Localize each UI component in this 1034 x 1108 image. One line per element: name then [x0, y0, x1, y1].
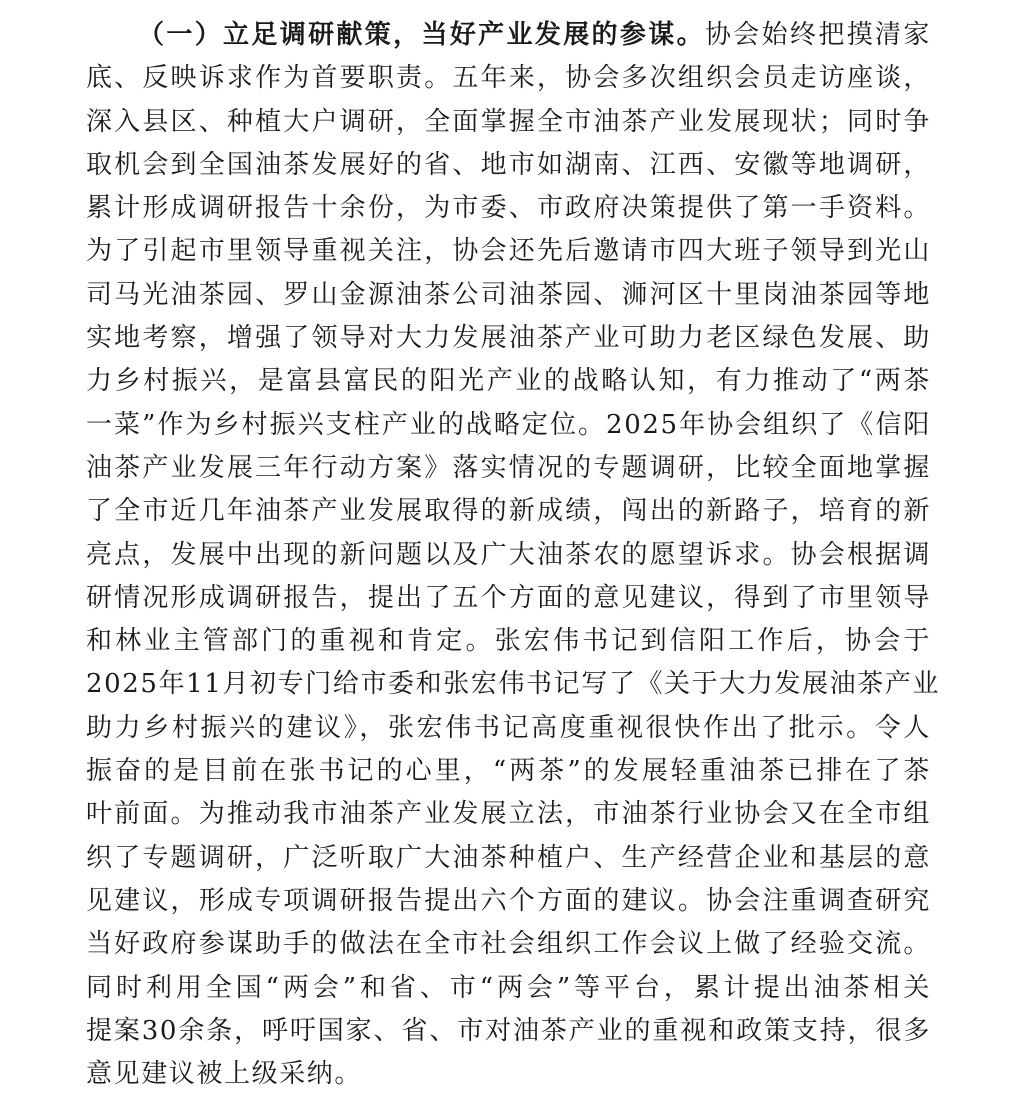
paragraph-line: 亮点，发展中出现的新问题以及广大油茶农的愿望诉求。协会根据调	[86, 539, 931, 570]
paragraph-line: 同时利用全国“两会”和省、市“两会”等平台，累计提出油茶相关	[86, 972, 931, 1003]
paragraph-line: 了全市近几年油茶产业发展取得的新成绩，闯出的新路子，培育的新	[86, 496, 931, 527]
paragraph-line: 油茶产业发展三年行动方案》落实情况的专题调研，比较全面地掌握	[86, 452, 931, 483]
paragraph-line-1	[86, 14, 931, 57]
paragraph-line: 当好政府参谋助手的做法在全市社会组织工作会议上做了经验交流。	[86, 929, 931, 960]
paragraph-line: 织了专题调研，广泛听取广大油茶种植户、生产经营企业和基层的意	[86, 842, 931, 873]
paragraph-line: 提案30余条，呼吁国家、省、市对油茶产业的重视和政策支持，很多	[86, 1015, 931, 1046]
paragraph-line: 取机会到全国油茶发展好的省、地市如湖南、江西、安徽等地调研，	[86, 149, 931, 180]
paragraph-line-last: 意见建议被上级采纳。	[86, 1059, 363, 1090]
paragraph	[86, 14, 941, 1096]
paragraph-line: 2025年11月初专门给市委和张宏伟书记写了《关于大力发展油茶产业	[86, 669, 941, 700]
section-heading: （一）立足调研献策，当好产业发展的参谋。	[138, 20, 705, 50]
paragraph-line: 底、反映诉求作为首要职责。五年来，协会多次组织会员走访座谈，	[86, 63, 931, 94]
paragraph-line: 深入县区、种植大户调研，全面掌握全市油茶产业发展现状；同时争	[86, 106, 931, 137]
paragraph-line: 实地考察，增强了领导对大力发展油茶产业可助力老区绿色发展、助	[86, 323, 931, 354]
paragraph-line: 一菜”作为乡村振兴支柱产业的战略定位。2025年协会组织了《信阳	[86, 409, 931, 440]
paragraph-line: 和林业主管部门的重视和肯定。张宏伟书记到信阳工作后，协会于	[86, 626, 931, 657]
paragraph-text: 协会始终把摸清家	[704, 20, 931, 50]
paragraph-line: 研情况形成调研报告，提出了五个方面的意见建议，得到了市里领导	[86, 582, 931, 613]
paragraph-line: 叶前面。为推动我市油茶产业发展立法，市油茶行业协会又在全市组	[86, 799, 931, 830]
paragraph-line: 见建议，形成专项调研报告提出六个方面的建议。协会注重调查研究	[86, 885, 931, 916]
paragraph-line: 累计形成调研报告十余份，为市委、市政府决策提供了第一手资料。	[86, 193, 931, 224]
paragraph-line: 司马光油茶园、罗山金源油茶公司油茶园、浉河区十里岗油茶园等地	[86, 279, 931, 310]
paragraph-line: 力乡村振兴，是富县富民的阳光产业的战略认知，有力推动了“两茶	[86, 366, 931, 397]
paragraph-line: 为了引起市里领导重视关注，协会还先后邀请市四大班子领导到光山	[86, 236, 931, 267]
paragraph-line: 助力乡村振兴的建议》，张宏伟书记高度重视很快作出了批示。令人	[86, 712, 931, 743]
paragraph-line: 振奋的是目前在张书记的心里，“两茶”的发展轻重油茶已排在了茶	[86, 756, 931, 787]
